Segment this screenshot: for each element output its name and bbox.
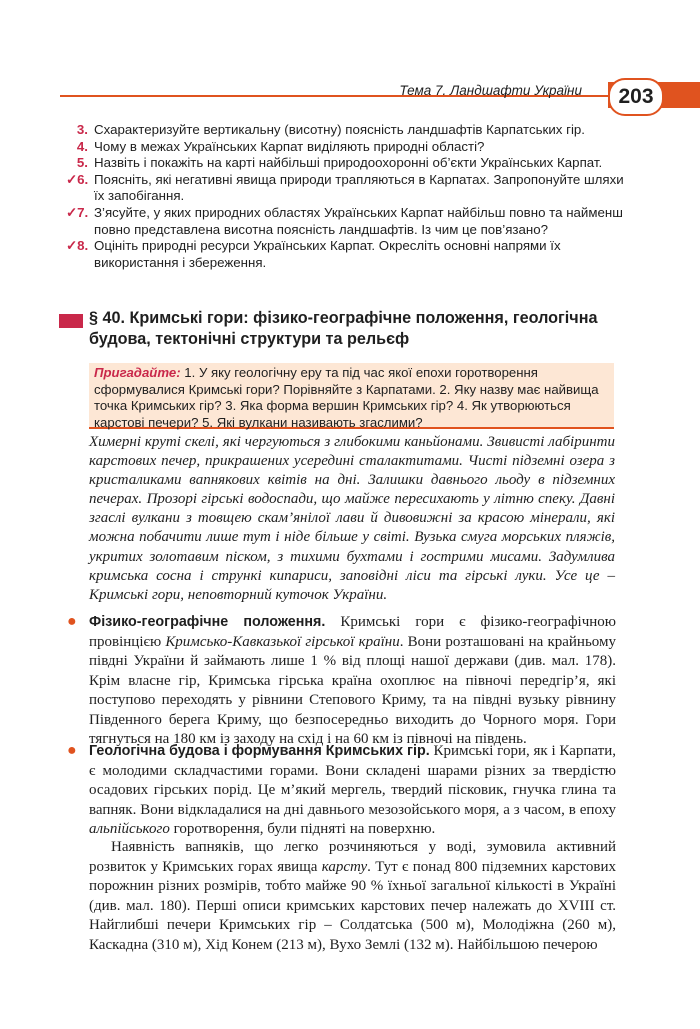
bullet-icon: ● bbox=[67, 742, 77, 759]
running-header: Тема 7. Ландшафти України bbox=[399, 83, 582, 98]
paragraph-text: Кримські гори є фізико-географічною провінцією bbox=[89, 614, 617, 650]
paragraph-term: карсту bbox=[321, 858, 368, 875]
recall-text bbox=[94, 365, 612, 431]
paragraph-term: альпійського bbox=[89, 821, 170, 837]
question-item bbox=[66, 172, 626, 205]
question-number: ✓7. bbox=[66, 204, 89, 220]
paragraph-heading: Фізико-географічне положення. bbox=[89, 614, 326, 630]
question-text: Чому в межах Українських Карпат виділяють природні області? bbox=[94, 138, 485, 154]
question-item bbox=[66, 205, 626, 238]
paragraph-term: Кримсько-Кавказької гірської країни bbox=[165, 633, 400, 650]
question-item bbox=[66, 238, 626, 271]
question-item bbox=[66, 139, 626, 156]
intro-paragraph: Химерні круті скелі, які чергуються з глибокими каньйонами. Звивисті лабіринти карстових печер, прикрашених усередині сталактитами. Чисті підземні озера з кристаликами вапнякових квітів на дні. Залишки давнього льоду в підземних печерах. Прозорі гірські водоспади, що майже пересихають у літню спеку. Давні згаслі вулкани з товщею скам’янілої лави й дивовижні за красою мінерали, які можна побачити лише тут і ніде більше у світі. Вузька смуга морських пляжів, укритих золотавим піском, з тихими бухтами і гострими мисами. Задумлива кримська сосна і стрункі кипариси, заповідні ліси та гірські луки. Усе це – Кримські гори, неповторний куточок України. bbox=[89, 434, 615, 603]
recall-questions: 1. У яку геологічну еру та під час якої епохи горотворення сформувалися Кримські гори? Порівняйте з Карпатами. 2. Яку назву має найвища точка Кримських гір? 3. Яка форма вершин Кримських гір? 4. Як утворюються карстові печери? 5. Які вулкани називають згаслими? bbox=[94, 365, 599, 430]
question-text: Поясніть, які негативні явища природи трапляються в Карпатах. Запропонуйте шляхи їх запобігання. bbox=[94, 171, 624, 204]
question-number: 4. bbox=[76, 138, 88, 154]
question-number: ✓8. bbox=[66, 238, 89, 254]
paragraph-text: Наявність вапняків, що легко розчиняються у воді, зумовила активний розвиток у Кримських горах явища bbox=[89, 839, 616, 875]
paragraph-text: горотворення, були підняті на поверхню. bbox=[169, 821, 436, 837]
question-number: 3. bbox=[76, 122, 88, 137]
question-item bbox=[66, 155, 626, 172]
question-text: З’ясуйте, у яких природних областях Українських Карпат найбільш повно та найменш повно представлена висотна поясність ландшафтів. Із чим це пов’язано? bbox=[94, 204, 623, 237]
paragraph-karst bbox=[89, 838, 616, 955]
question-number: ✓6. bbox=[66, 171, 89, 187]
bullet-icon: ● bbox=[67, 613, 77, 630]
question-text: Схарактеризуйте вертикальну (висотну) поясність ландшафтів Карпатських гір. bbox=[94, 122, 586, 137]
recall-label: Пригадайте: bbox=[94, 365, 181, 380]
paragraph-text: . Вони розташовані на крайньому півдні України й займають лише 1 % від площі нашої держави (див. мал. 178). Крім власне гір, Кримська гірська країна охоплює на півночі передгір’я, які поступово переходять у рівнини Степового Криму, та на півдні вузьку рівнину Південного берега Криму, що безпосередньо виходить до Чорного моря. Гори тягнуться на 180 км із заходу на схід і на 60 км із півночі на південь. bbox=[89, 633, 617, 747]
section-marker bbox=[59, 314, 83, 328]
paragraph-heading: Геологічна будова і формування Кримських гір. bbox=[89, 743, 430, 759]
question-item bbox=[66, 122, 626, 139]
question-text: Оцініть природні ресурси Українських Карпат. Окресліть основні напрями їх використання і збереження. bbox=[94, 238, 561, 270]
section-title: § 40. Кримські гори: фізико-географічне положення, геологічна будова, тектонічні структури та рельєф bbox=[89, 309, 598, 348]
question-number: 5. bbox=[76, 155, 88, 171]
question-list bbox=[66, 122, 626, 271]
paragraph-physical-position bbox=[67, 612, 617, 750]
page-number: 203 bbox=[608, 78, 664, 116]
question-text: Назвіть і покажіть на карті найбільші природоохоронні об’єкти Українських Карпат. bbox=[94, 155, 603, 171]
paragraph-text: . Тут є понад 800 підземних карстових порожнин різних розмірів, тобто майже 90 % їхньої загальної кількості в Україні (див. мал. 180). Перші описи кримських карстових печер належать до XVIII ст. Найглибші печери Кримських гір – Солдатська (500 м), Молодіжна (260 м), Каскадна (310 м), Хід Конем (213 м), Вухо Землі (132 м). Найбільшою печерою bbox=[89, 858, 617, 953]
paragraph-geology bbox=[67, 741, 616, 840]
paragraph-text: Кримські гори, як і Карпати, є молодими складчастими горами. Вони складені шарами різних за твердістю осадових гірських порід. Це м’який мергель, твердий пісковик, гнучка глина та вапняк. Вони відкладалися на дні давнього мезозойського моря, а з часом, в епоху bbox=[89, 743, 616, 818]
